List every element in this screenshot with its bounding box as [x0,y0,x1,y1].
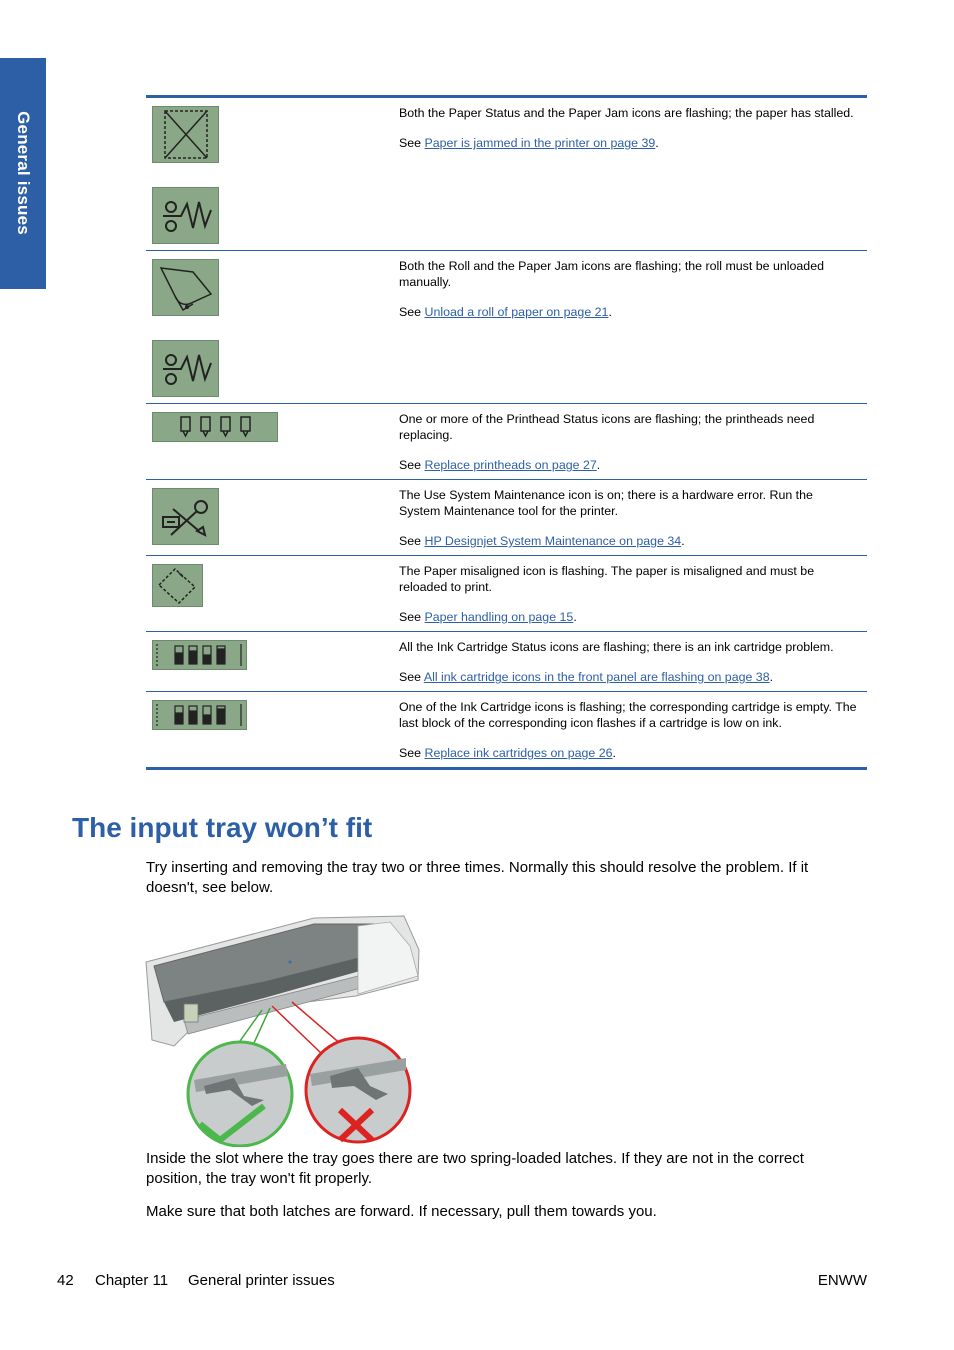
row-description: The Paper misaligned icon is flashing. The paper is misaligned and must be reloaded to print. [399,564,815,594]
footer-chapter-title: General printer issues [188,1272,335,1289]
paper-jam-icon [152,340,219,397]
row-description: Both the Paper Status and the Paper Jam icons are flashing; the paper has stalled. [399,106,854,120]
paper-jam-icon [152,187,219,244]
printer-input-tray-illustration [144,910,422,1147]
paper-handling-link[interactable]: Paper handling on page 15 [424,610,574,624]
table-row: Both the Paper Status and the Paper Jam icons are flashing; the paper has stalled. See Paper is jammed in the printer on page 39. [146,97,867,251]
row-description: One or more of the Printhead Status icons are flashing; the printheads need replacing. [399,412,815,442]
instruction-paragraph: Make sure that both latches are forward. If necessary, pull them towards you. [146,1203,657,1220]
paper-misaligned-icon [152,564,203,607]
footer-code: ENWW [817,1272,867,1289]
system-maintenance-link[interactable]: HP Designjet System Maintenance on page 34 [424,534,682,548]
ink-cartridge-status-icon [152,640,247,670]
side-tab [0,58,46,289]
table-row: The Paper misaligned icon is flashing. The paper is misaligned and must be reloaded to print. See Paper handling on page 15. [146,556,867,632]
latches-paragraph: Inside the slot where the tray goes there are two spring-loaded latches. If they are not in the correct position, the tray won't fit properly. [146,1150,804,1187]
side-tab-label: General issues [14,111,33,235]
unload-roll-link[interactable]: Unload a roll of paper on page 21 [424,305,609,319]
footer-page-number: 42 [57,1272,74,1289]
footer-chapter: Chapter 11 [95,1272,169,1289]
system-maintenance-icon [152,488,219,545]
roll-icon [152,259,219,316]
row-description: All the Ink Cartridge Status icons are flashing; there is an ink cartridge problem. [399,640,834,654]
replace-ink-link[interactable]: Replace ink cartridges on page 26 [424,746,613,760]
ink-cartridge-status-icon [152,700,247,730]
row-description: One of the Ink Cartridge icons is flashing; the corresponding cartridge is empty. The last block of the corresponding icon flashes if a cartridge is low on ink. [399,700,857,730]
section-heading: The input tray won’t fit [72,812,373,843]
table-row: All the Ink Cartridge Status icons are flashing; there is an ink cartridge problem. See All ink cartridge icons in the front panel are flashing on page 38. [146,632,867,692]
row-description: Both the Roll and the Paper Jam icons are flashing; the roll must be unloaded manually. [399,259,824,289]
row-description: The Use System Maintenance icon is on; there is a hardware error. Run the System Maintenance tool for the printer. [399,488,813,518]
printhead-status-icon [152,412,278,442]
table-row: One of the Ink Cartridge icons is flashing; the corresponding cartridge is empty. The last block of the corresponding icon flashes if a cartridge is low on ink. See Replace ink cartridges on page 26. [146,692,867,769]
paper-jammed-link[interactable]: Paper is jammed in the printer on page 39 [424,136,656,150]
paper-status-icon [152,106,219,163]
intro-paragraph: Try inserting and removing the tray two or three times. Normally this should resolve the problem. If it doesn't, see below. [146,859,809,896]
table-row: The Use System Maintenance icon is on; there is a hardware error. Run the System Maintenance tool for the printer. See HP Designjet System Maintenance on page 34. [146,480,867,556]
ink-icons-flashing-link[interactable]: All ink cartridge icons in the front panel are flashing on page 38 [423,670,770,684]
table-row: One or more of the Printhead Status icons are flashing; the printheads need replacing. See Replace printheads on page 27. [146,404,867,480]
replace-printheads-link[interactable]: Replace printheads on page 27 [424,458,597,472]
table-row: Both the Roll and the Paper Jam icons are flashing; the roll must be unloaded manually. See Unload a roll of paper on page 21. [146,251,867,404]
status-icon-table [146,95,867,770]
